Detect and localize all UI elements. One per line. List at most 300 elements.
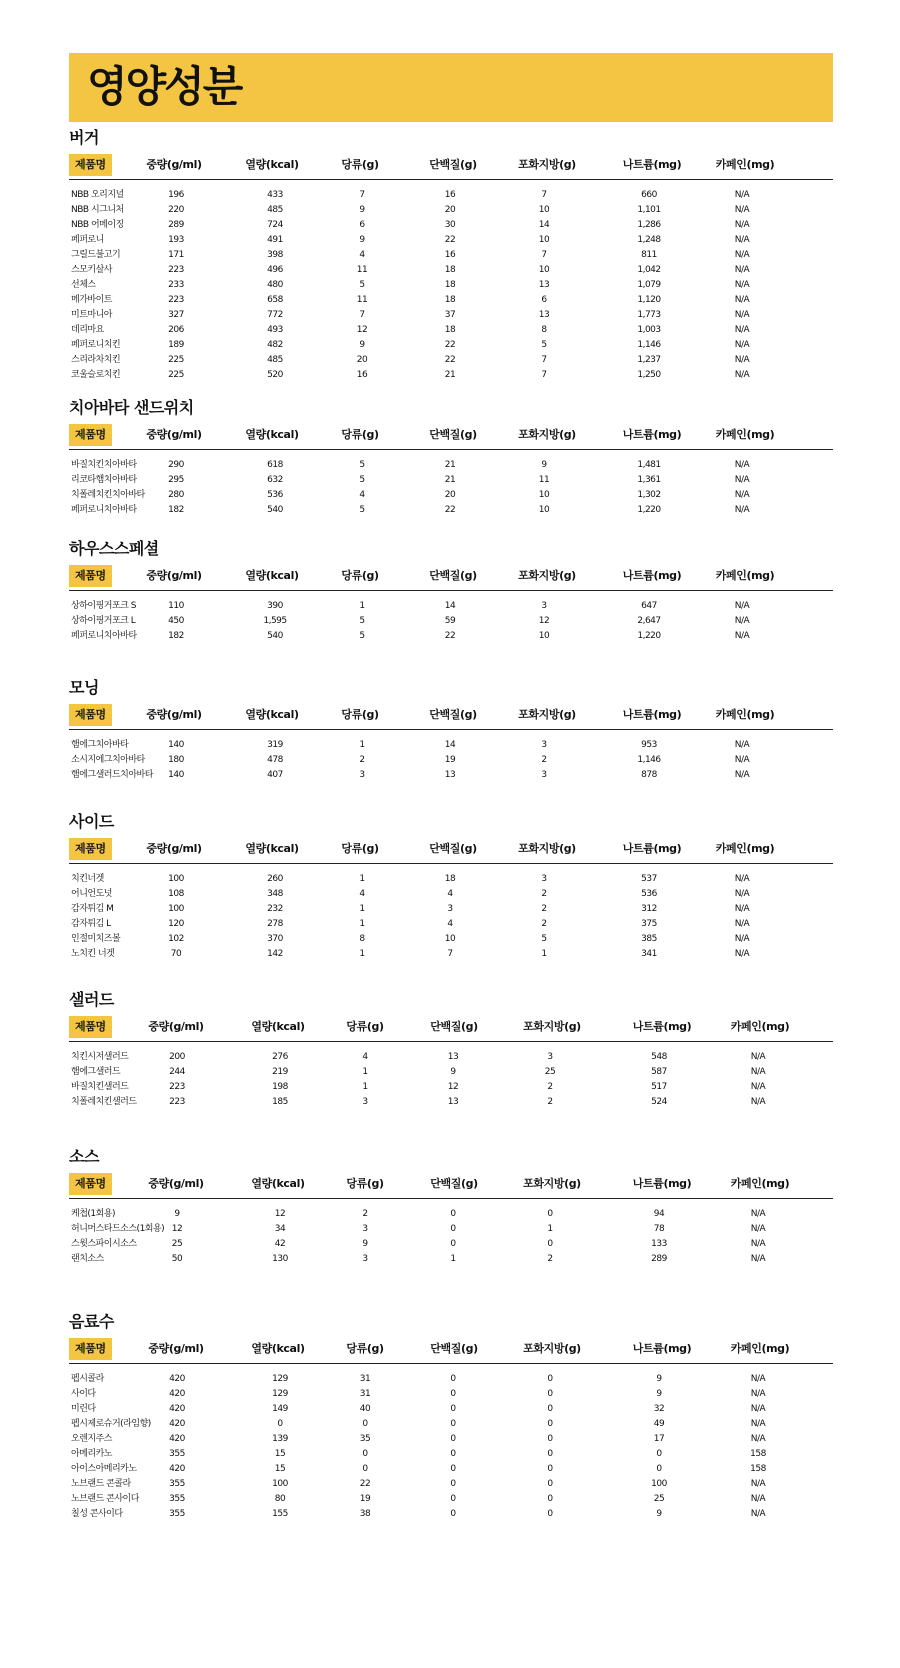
caffeine-value: N/A [734, 205, 750, 215]
protein-value: 16 [444, 190, 456, 200]
product-name: 펩시제로슈거(라임향) [71, 1419, 151, 1429]
header-caffeine: 카페인(mg) [730, 1342, 790, 1355]
header-kcal: 열량(kcal) [251, 1020, 305, 1033]
table-row [69, 293, 833, 308]
header-sugar: 당류(g) [346, 1342, 384, 1355]
sodium-value: 537 [641, 874, 657, 884]
product-name: 페퍼로니치아바타 [71, 505, 137, 515]
sodium-value: 811 [641, 250, 657, 260]
kcal-value: 370 [267, 934, 283, 944]
kcal-value: 398 [267, 250, 283, 260]
satfat-value: 0 [547, 1494, 553, 1504]
header-satfat: 포화지방(g) [518, 708, 576, 721]
weight-value: 189 [168, 340, 184, 350]
protein-value: 22 [444, 355, 456, 365]
header-divider [69, 449, 833, 450]
kcal-value: 129 [272, 1389, 288, 1399]
product-name: 상하이핑거포크 L [71, 616, 136, 626]
kcal-value: 80 [274, 1494, 286, 1504]
header-weight: 중량(g/ml) [148, 1177, 204, 1190]
table-header [69, 1016, 833, 1038]
product-name: 허니머스타드소스(1회용) [71, 1224, 165, 1234]
product-name: 노브랜드 콘콜라 [71, 1479, 131, 1489]
caffeine-value: N/A [734, 490, 750, 500]
protein-value: 0 [450, 1404, 456, 1414]
table-row [69, 1477, 833, 1492]
protein-value: 0 [450, 1374, 456, 1384]
caffeine-value: N/A [750, 1509, 766, 1519]
weight-value: 355 [169, 1479, 185, 1489]
kcal-value: 232 [267, 904, 283, 914]
sugar-value: 1 [359, 904, 365, 914]
weight-value: 233 [168, 280, 184, 290]
caffeine-value: N/A [734, 235, 750, 245]
product-name: 치킨너겟 [71, 874, 104, 884]
caffeine-value: N/A [750, 1224, 766, 1234]
product-name: 아메리카노 [71, 1449, 112, 1459]
sugar-value: 1 [359, 949, 365, 959]
table-row [69, 1447, 833, 1462]
sugar-value: 1 [359, 874, 365, 884]
sodium-value: 289 [651, 1254, 667, 1264]
product-name: 페퍼로니 [71, 235, 104, 245]
kcal-value: 493 [267, 325, 283, 335]
header-kcal: 열량(kcal) [251, 1177, 305, 1190]
header-sugar: 당류(g) [346, 1177, 384, 1190]
sodium-value: 341 [641, 949, 657, 959]
table-row [69, 917, 833, 932]
kcal-value: 1,595 [263, 616, 287, 626]
sugar-value: 6 [359, 220, 365, 230]
header-weight: 중량(g/ml) [148, 1020, 204, 1033]
section-title: 치아바타 샌드위치 [69, 398, 194, 417]
table-header [69, 1173, 833, 1195]
sugar-value: 9 [359, 235, 365, 245]
header-kcal: 열량(kcal) [245, 842, 299, 855]
sodium-value: 1,773 [637, 310, 661, 320]
header-product-name: 제품명 [69, 565, 112, 587]
sodium-value: 548 [651, 1052, 667, 1062]
protein-value: 0 [450, 1224, 456, 1234]
table-row [69, 1065, 833, 1080]
table-header [69, 565, 833, 587]
product-name: 노브랜드 콘사이다 [71, 1494, 139, 1504]
header-sodium: 나트륨(mg) [622, 428, 682, 441]
product-name: 데리마요 [71, 325, 104, 335]
product-name: 어니언도넛 [71, 889, 112, 899]
protein-value: 3 [447, 904, 453, 914]
product-name: 스모키살사 [71, 265, 112, 275]
weight-value: 12 [171, 1224, 183, 1234]
product-name: 미린다 [71, 1404, 96, 1414]
caffeine-value: N/A [734, 616, 750, 626]
sodium-value: 9 [656, 1389, 662, 1399]
kcal-value: 129 [272, 1374, 288, 1384]
header-sodium: 나트륨(mg) [632, 1177, 692, 1190]
weight-value: 420 [169, 1374, 185, 1384]
table-header [69, 154, 833, 176]
sodium-value: 133 [651, 1239, 667, 1249]
product-name: 선체스 [71, 280, 96, 290]
table-row [69, 1095, 833, 1110]
kcal-value: 0 [277, 1419, 283, 1429]
sodium-value: 647 [641, 601, 657, 611]
weight-value: 355 [169, 1509, 185, 1519]
product-name: 사이다 [71, 1389, 96, 1399]
caffeine-value: N/A [734, 190, 750, 200]
caffeine-value: N/A [734, 949, 750, 959]
caffeine-value: N/A [750, 1082, 766, 1092]
satfat-value: 0 [547, 1509, 553, 1519]
sugar-value: 22 [359, 1479, 371, 1489]
weight-value: 223 [168, 265, 184, 275]
satfat-value: 3 [541, 770, 547, 780]
table-row [69, 473, 833, 488]
sodium-value: 1,237 [637, 355, 661, 365]
protein-value: 0 [450, 1479, 456, 1489]
weight-value: 140 [168, 740, 184, 750]
product-name: 코울슬로치킨 [71, 370, 121, 380]
weight-value: 220 [168, 205, 184, 215]
kcal-value: 496 [267, 265, 283, 275]
product-name: 페퍼로니치킨 [71, 340, 121, 350]
satfat-value: 2 [541, 904, 547, 914]
header-product-name: 제품명 [69, 838, 112, 860]
protein-value: 21 [444, 460, 456, 470]
caffeine-value: N/A [734, 295, 750, 305]
table-row [69, 738, 833, 753]
sodium-value: 1,302 [637, 490, 661, 500]
header-product-name: 제품명 [69, 424, 112, 446]
caffeine-value: N/A [750, 1404, 766, 1414]
product-name: 상하이핑거포크 S [71, 601, 136, 611]
satfat-value: 3 [547, 1052, 553, 1062]
protein-value: 18 [444, 280, 456, 290]
protein-value: 0 [450, 1464, 456, 1474]
weight-value: 50 [171, 1254, 183, 1264]
sugar-value: 5 [359, 631, 365, 641]
table-row [69, 1252, 833, 1267]
weight-value: 193 [168, 235, 184, 245]
product-name: 치폴레치킨치아바타 [71, 490, 145, 500]
kcal-value: 12 [274, 1209, 286, 1219]
protein-value: 13 [444, 770, 456, 780]
sugar-value: 11 [356, 295, 368, 305]
sodium-value: 385 [641, 934, 657, 944]
header-weight: 중량(g/ml) [146, 428, 202, 441]
caffeine-value: N/A [734, 325, 750, 335]
table-row [69, 1372, 833, 1387]
title-banner [69, 53, 833, 122]
table-row [69, 753, 833, 768]
product-name: 바질치킨샐러드 [71, 1082, 129, 1092]
protein-value: 21 [444, 475, 456, 485]
protein-value: 21 [444, 370, 456, 380]
sugar-value: 3 [359, 770, 365, 780]
kcal-value: 540 [267, 505, 283, 515]
protein-value: 0 [450, 1419, 456, 1429]
header-protein: 단백질(g) [429, 708, 477, 721]
table-row [69, 932, 833, 947]
kcal-value: 185 [272, 1097, 288, 1107]
weight-value: 206 [168, 325, 184, 335]
table-row [69, 218, 833, 233]
kcal-value: 15 [274, 1464, 286, 1474]
product-name: 페퍼로니치아바타 [71, 631, 137, 641]
satfat-value: 25 [544, 1067, 556, 1077]
product-name: 노치킨 너겟 [71, 949, 115, 959]
weight-value: 327 [168, 310, 184, 320]
caffeine-value: 158 [750, 1464, 766, 1474]
weight-value: 180 [168, 755, 184, 765]
sodium-value: 25 [653, 1494, 665, 1504]
header-weight: 중량(g/ml) [146, 158, 202, 171]
table-row [69, 1402, 833, 1417]
sugar-value: 7 [359, 310, 365, 320]
header-satfat: 포화지방(g) [518, 569, 576, 582]
satfat-value: 10 [538, 235, 550, 245]
table-row [69, 1492, 833, 1507]
header-caffeine: 카페인(mg) [715, 708, 775, 721]
weight-value: 9 [174, 1209, 180, 1219]
caffeine-value: N/A [750, 1067, 766, 1077]
satfat-value: 8 [541, 325, 547, 335]
satfat-value: 0 [547, 1209, 553, 1219]
satfat-value: 0 [547, 1449, 553, 1459]
section-title: 모닝 [69, 678, 99, 697]
table-row [69, 308, 833, 323]
header-sodium: 나트륨(mg) [632, 1342, 692, 1355]
header-protein: 단백질(g) [430, 1020, 478, 1033]
product-name: NBB 오리지널 [71, 190, 124, 200]
caffeine-value: N/A [750, 1389, 766, 1399]
satfat-value: 2 [541, 755, 547, 765]
sodium-value: 1,481 [637, 460, 661, 470]
table-row [69, 338, 833, 353]
satfat-value: 0 [547, 1239, 553, 1249]
protein-value: 0 [450, 1389, 456, 1399]
weight-value: 244 [169, 1067, 185, 1077]
sugar-value: 5 [359, 280, 365, 290]
sodium-value: 375 [641, 919, 657, 929]
sodium-value: 0 [656, 1449, 662, 1459]
satfat-value: 2 [547, 1254, 553, 1264]
kcal-value: 480 [267, 280, 283, 290]
sugar-value: 16 [356, 370, 368, 380]
protein-value: 18 [444, 295, 456, 305]
weight-value: 25 [171, 1239, 183, 1249]
caffeine-value: 158 [750, 1449, 766, 1459]
header-product-name: 제품명 [69, 154, 112, 176]
kcal-value: 278 [267, 919, 283, 929]
protein-value: 7 [447, 949, 453, 959]
sodium-value: 1,220 [637, 505, 661, 515]
sodium-value: 587 [651, 1067, 667, 1077]
table-row [69, 203, 833, 218]
protein-value: 20 [444, 205, 456, 215]
product-name: 바질치킨치아바타 [71, 460, 137, 470]
product-name: 햄에그치아바타 [71, 740, 129, 750]
caffeine-value: N/A [750, 1209, 766, 1219]
kcal-value: 100 [272, 1479, 288, 1489]
sugar-value: 0 [362, 1419, 368, 1429]
satfat-value: 10 [538, 505, 550, 515]
sugar-value: 12 [356, 325, 368, 335]
weight-value: 110 [168, 601, 184, 611]
product-name: 메가바이트 [71, 295, 112, 305]
caffeine-value: N/A [750, 1419, 766, 1429]
satfat-value: 0 [547, 1434, 553, 1444]
header-sugar: 당류(g) [341, 428, 379, 441]
satfat-value: 13 [538, 280, 550, 290]
satfat-value: 2 [547, 1082, 553, 1092]
satfat-value: 1 [541, 949, 547, 959]
product-name: 치킨시저샐러드 [71, 1052, 129, 1062]
protein-value: 20 [444, 490, 456, 500]
caffeine-value: N/A [734, 370, 750, 380]
protein-value: 22 [444, 631, 456, 641]
header-product-name: 제품명 [69, 1016, 112, 1038]
table-row [69, 872, 833, 887]
table-header [69, 424, 833, 446]
caffeine-value: N/A [734, 631, 750, 641]
protein-value: 4 [447, 889, 453, 899]
kcal-value: 632 [267, 475, 283, 485]
header-sugar: 당류(g) [341, 842, 379, 855]
header-sodium: 나트륨(mg) [622, 708, 682, 721]
satfat-value: 7 [541, 355, 547, 365]
table-row [69, 1387, 833, 1402]
weight-value: 102 [168, 934, 184, 944]
caffeine-value: N/A [750, 1494, 766, 1504]
kcal-value: 618 [267, 460, 283, 470]
sodium-value: 1,079 [637, 280, 661, 290]
product-name: NBB 어메이징 [71, 220, 124, 230]
kcal-value: 260 [267, 874, 283, 884]
kcal-value: 482 [267, 340, 283, 350]
header-product-name: 제품명 [69, 704, 112, 726]
caffeine-value: N/A [734, 889, 750, 899]
sugar-value: 40 [359, 1404, 371, 1414]
protein-value: 0 [450, 1449, 456, 1459]
sugar-value: 1 [362, 1067, 368, 1077]
sugar-value: 35 [359, 1434, 371, 1444]
section-title: 버거 [69, 128, 99, 147]
caffeine-value: N/A [734, 770, 750, 780]
weight-value: 223 [169, 1082, 185, 1092]
weight-value: 120 [168, 919, 184, 929]
table-row [69, 887, 833, 902]
weight-value: 70 [170, 949, 182, 959]
satfat-value: 2 [541, 889, 547, 899]
header-caffeine: 카페인(mg) [715, 158, 775, 171]
weight-value: 355 [169, 1494, 185, 1504]
kcal-value: 149 [272, 1404, 288, 1414]
header-product-name: 제품명 [69, 1173, 112, 1195]
sugar-value: 0 [362, 1464, 368, 1474]
product-name: 치폴레치킨샐러드 [71, 1097, 137, 1107]
protein-value: 14 [444, 601, 456, 611]
caffeine-value: N/A [750, 1254, 766, 1264]
protein-value: 19 [444, 755, 456, 765]
caffeine-value: N/A [734, 755, 750, 765]
weight-value: 289 [168, 220, 184, 230]
protein-value: 14 [444, 740, 456, 750]
satfat-value: 6 [541, 295, 547, 305]
sodium-value: 1,146 [637, 340, 661, 350]
header-kcal: 열량(kcal) [251, 1342, 305, 1355]
header-sodium: 나트륨(mg) [622, 158, 682, 171]
sugar-value: 4 [362, 1052, 368, 1062]
caffeine-value: N/A [750, 1097, 766, 1107]
sodium-value: 1,250 [637, 370, 661, 380]
header-sodium: 나트륨(mg) [622, 842, 682, 855]
sodium-value: 1,220 [637, 631, 661, 641]
kcal-value: 724 [267, 220, 283, 230]
table-row [69, 902, 833, 917]
satfat-value: 0 [547, 1419, 553, 1429]
caffeine-value: N/A [750, 1239, 766, 1249]
table-row [69, 1080, 833, 1095]
header-caffeine: 카페인(mg) [715, 428, 775, 441]
sodium-value: 78 [653, 1224, 665, 1234]
sugar-value: 9 [359, 340, 365, 350]
caffeine-value: N/A [734, 220, 750, 230]
sugar-value: 38 [359, 1509, 371, 1519]
header-satfat: 포화지방(g) [523, 1342, 581, 1355]
weight-value: 223 [168, 295, 184, 305]
weight-value: 182 [168, 505, 184, 515]
table-row [69, 599, 833, 614]
sodium-value: 100 [651, 1479, 667, 1489]
sugar-value: 1 [359, 919, 365, 929]
table-row [69, 614, 833, 629]
sugar-value: 9 [362, 1239, 368, 1249]
header-sodium: 나트륨(mg) [632, 1020, 692, 1033]
satfat-value: 10 [538, 205, 550, 215]
header-sugar: 당류(g) [346, 1020, 384, 1033]
table-row [69, 488, 833, 503]
protein-value: 13 [447, 1052, 459, 1062]
sugar-value: 0 [362, 1449, 368, 1459]
product-name: 리코타햄치아바타 [71, 475, 137, 485]
kcal-value: 520 [267, 370, 283, 380]
caffeine-value: N/A [734, 919, 750, 929]
kcal-value: 491 [267, 235, 283, 245]
header-divider [69, 179, 833, 180]
product-name: 소시지에그치아바타 [71, 755, 145, 765]
table-row [69, 503, 833, 518]
kcal-value: 142 [267, 949, 283, 959]
header-sugar: 당류(g) [341, 569, 379, 582]
kcal-value: 478 [267, 755, 283, 765]
sugar-value: 8 [359, 934, 365, 944]
header-protein: 단백질(g) [429, 158, 477, 171]
sodium-value: 660 [641, 190, 657, 200]
product-name: 케첩(1회용) [71, 1209, 116, 1219]
sugar-value: 11 [356, 265, 368, 275]
table-row [69, 263, 833, 278]
caffeine-value: N/A [734, 250, 750, 260]
table-row [69, 1462, 833, 1477]
header-kcal: 열량(kcal) [245, 428, 299, 441]
sodium-value: 94 [653, 1209, 665, 1219]
table-row [69, 188, 833, 203]
header-satfat: 포화지방(g) [518, 158, 576, 171]
table-row [69, 248, 833, 263]
kcal-value: 42 [274, 1239, 286, 1249]
protein-value: 0 [450, 1239, 456, 1249]
